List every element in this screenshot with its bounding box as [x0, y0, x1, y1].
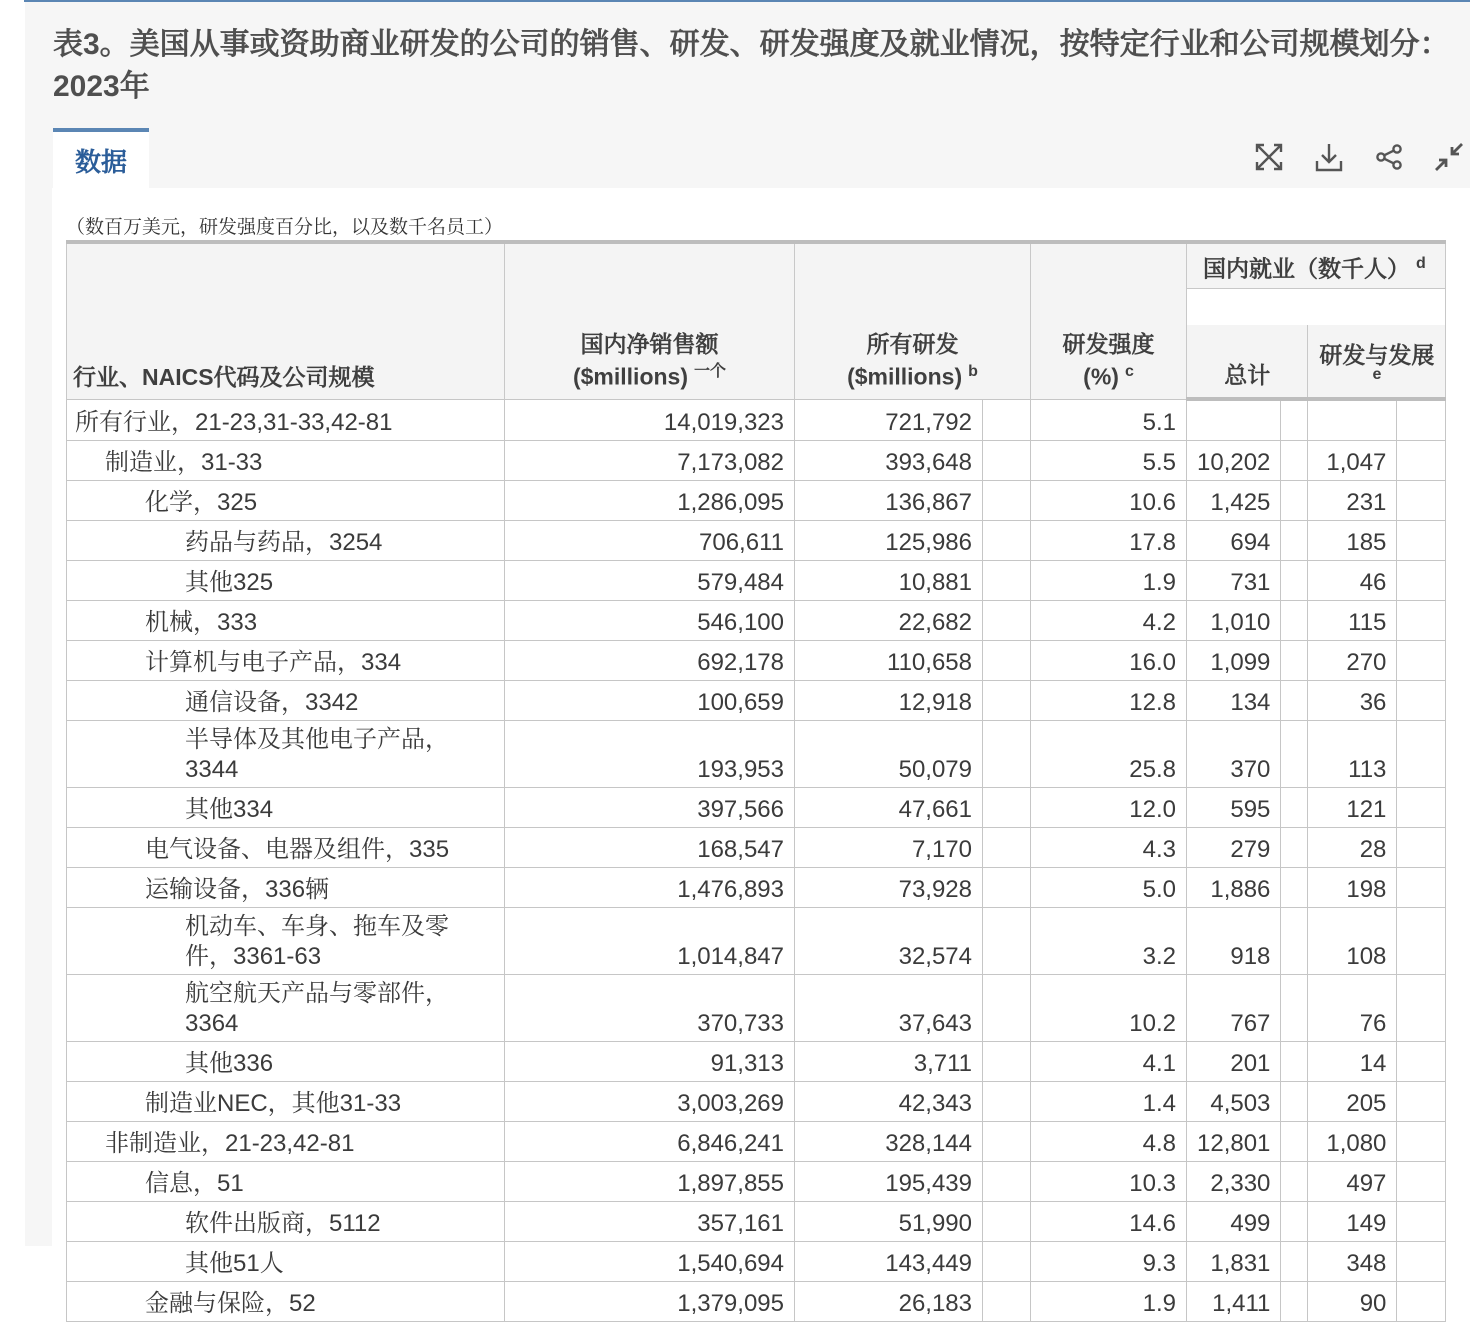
data-view	[52, 188, 1470, 1317]
cell-sales: 168,547	[505, 828, 795, 868]
cell-spacer	[983, 1082, 1031, 1122]
cell-emp-rd: 108	[1308, 908, 1397, 975]
row-label: 制造业，31-33	[67, 441, 505, 481]
cell-intensity: 5.1	[1031, 399, 1187, 441]
cell-rd: 136,867	[795, 481, 983, 521]
cell-emp-rd: 46	[1308, 561, 1397, 601]
row-label: 信息，51	[67, 1162, 505, 1202]
cell-spacer	[983, 1282, 1031, 1322]
cell-emp-total: 731	[1187, 561, 1281, 601]
row-label: 制造业NEC，其他31-33	[67, 1082, 505, 1122]
cell-spacer	[1281, 561, 1308, 601]
cell-spacer	[1397, 975, 1446, 1042]
cell-sales: 7,173,082	[505, 441, 795, 481]
cell-spacer	[1397, 601, 1446, 641]
cell-spacer	[983, 441, 1031, 481]
toolbar	[1252, 140, 1466, 174]
row-label: 计算机与电子产品，334	[67, 641, 505, 681]
cell-rd: 721,792	[795, 399, 983, 441]
table-row	[67, 788, 1446, 828]
cell-intensity: 4.2	[1031, 601, 1187, 641]
footnote-e[interactable]: e	[1372, 366, 1382, 383]
cell-sales: 100,659	[505, 681, 795, 721]
footnote-c[interactable]: c	[1124, 362, 1134, 380]
cell-intensity: 5.5	[1031, 441, 1187, 481]
cell-spacer	[1281, 1282, 1308, 1322]
row-label: 软件出版商，5112	[67, 1202, 505, 1242]
cell-spacer	[1397, 1042, 1446, 1082]
cell-spacer	[1397, 1282, 1446, 1322]
row-label: 半导体及其他电子产品，3344	[67, 721, 505, 788]
cell-intensity: 9.3	[1031, 1242, 1187, 1282]
cell-rd: 50,079	[795, 721, 983, 788]
cell-sales: 579,484	[505, 561, 795, 601]
cell-emp-total: 595	[1187, 788, 1281, 828]
cell-spacer	[1397, 399, 1446, 441]
row-label: 金融与保险，52	[67, 1282, 505, 1322]
cell-emp-rd: 1,047	[1308, 441, 1397, 481]
table-row	[67, 399, 1446, 441]
cell-spacer	[983, 908, 1031, 975]
cell-sales: 3,003,269	[505, 1082, 795, 1122]
share-button[interactable]	[1372, 140, 1406, 174]
cell-emp-total: 1,099	[1187, 641, 1281, 681]
table-row	[67, 828, 1446, 868]
cell-rd: 7,170	[795, 828, 983, 868]
cell-rd: 37,643	[795, 975, 983, 1042]
cell-emp-total: 1,425	[1187, 481, 1281, 521]
header-industry[interactable]: 行业、NAICS代码及公司规模	[67, 242, 505, 399]
cell-emp-rd: 115	[1308, 601, 1397, 641]
cell-sales: 692,178	[505, 641, 795, 681]
cell-intensity: 12.8	[1031, 681, 1187, 721]
cell-spacer	[1397, 1082, 1446, 1122]
cell-spacer	[983, 1242, 1031, 1282]
cell-emp-total: 2,330	[1187, 1162, 1281, 1202]
cell-emp-rd: 14	[1308, 1042, 1397, 1082]
cell-intensity: 14.6	[1031, 1202, 1187, 1242]
cell-spacer	[983, 1162, 1031, 1202]
cell-rd: 328,144	[795, 1122, 983, 1162]
cell-intensity: 16.0	[1031, 641, 1187, 681]
cell-emp-rd: 113	[1308, 721, 1397, 788]
cell-sales: 546,100	[505, 601, 795, 641]
table-row	[67, 721, 1446, 788]
cell-spacer	[1397, 441, 1446, 481]
cell-spacer	[1281, 521, 1308, 561]
cell-spacer	[1397, 1122, 1446, 1162]
cell-spacer	[983, 975, 1031, 1042]
cell-rd: 3,711	[795, 1042, 983, 1082]
cell-spacer	[1281, 1082, 1308, 1122]
cell-sales: 1,540,694	[505, 1242, 795, 1282]
row-label: 药品与药品，3254	[67, 521, 505, 561]
cell-emp-total: 499	[1187, 1202, 1281, 1242]
row-label: 化学，325	[67, 481, 505, 521]
cell-spacer	[1281, 1042, 1308, 1082]
row-label: 其他51人	[67, 1242, 505, 1282]
table-row	[67, 1042, 1446, 1082]
share-icon	[1373, 141, 1405, 173]
header-sales[interactable]: 国内净销售额 ($millions) $^{一个}$	[505, 242, 795, 399]
cell-spacer	[1397, 561, 1446, 601]
cell-intensity: 12.0	[1031, 788, 1187, 828]
cell-spacer	[1281, 828, 1308, 868]
cell-spacer	[983, 561, 1031, 601]
cell-rd: 73,928	[795, 868, 983, 908]
cell-intensity: 4.3	[1031, 828, 1187, 868]
cell-rd: 22,682	[795, 601, 983, 641]
cell-intensity: 1.9	[1031, 1282, 1187, 1322]
row-label: 所有行业，21-23,31-33,42-81	[67, 399, 505, 441]
footnote-d[interactable]: d	[1416, 254, 1426, 272]
fullscreen-icon	[1253, 141, 1285, 173]
cell-spacer	[1397, 481, 1446, 521]
cell-emp-total	[1187, 399, 1281, 441]
cell-spacer	[983, 721, 1031, 788]
cell-sales: 1,286,095	[505, 481, 795, 521]
cell-sales: 370,733	[505, 975, 795, 1042]
cell-spacer	[1281, 721, 1308, 788]
cell-intensity: 4.1	[1031, 1042, 1187, 1082]
cell-spacer	[983, 828, 1031, 868]
cell-emp-total: 201	[1187, 1042, 1281, 1082]
cell-spacer	[983, 601, 1031, 641]
cell-rd: 125,986	[795, 521, 983, 561]
cell-intensity: 4.8	[1031, 1122, 1187, 1162]
cell-emp-rd: 121	[1308, 788, 1397, 828]
table-row	[67, 1242, 1446, 1282]
cell-sales: 91,313	[505, 1042, 795, 1082]
cell-rd: 110,658	[795, 641, 983, 681]
table-row	[67, 1122, 1446, 1162]
cell-emp-rd: 149	[1308, 1202, 1397, 1242]
cell-spacer	[983, 868, 1031, 908]
cell-emp-total: 767	[1187, 975, 1281, 1042]
cell-sales: 193,953	[505, 721, 795, 788]
table-row	[67, 441, 1446, 481]
table-row	[67, 681, 1446, 721]
cell-sales: 1,897,855	[505, 1162, 795, 1202]
cell-sales: 357,161	[505, 1202, 795, 1242]
cell-spacer	[1397, 1242, 1446, 1282]
table-row	[67, 975, 1446, 1042]
fullscreen-button[interactable]	[1252, 140, 1286, 174]
download-icon	[1313, 141, 1345, 173]
cell-spacer	[983, 788, 1031, 828]
cell-spacer	[983, 681, 1031, 721]
cell-spacer	[1397, 868, 1446, 908]
cell-emp-rd	[1308, 399, 1397, 441]
cell-spacer	[983, 399, 1031, 441]
cell-spacer	[983, 1202, 1031, 1242]
cell-spacer	[1281, 1162, 1308, 1202]
cell-sales: 397,566	[505, 788, 795, 828]
table-panel	[25, 2, 1470, 1317]
cell-spacer	[1281, 868, 1308, 908]
cell-intensity: 1.4	[1031, 1082, 1187, 1122]
header-employment-group: 国内就业（数千人） $^d$	[1187, 242, 1446, 289]
collapse-button[interactable]	[1432, 140, 1466, 174]
cell-emp-rd: 497	[1308, 1162, 1397, 1202]
cell-intensity: 10.2	[1031, 975, 1187, 1042]
table-row	[67, 908, 1446, 975]
cell-spacer	[1397, 788, 1446, 828]
cell-sales: 706,611	[505, 521, 795, 561]
cell-rd: 10,881	[795, 561, 983, 601]
cell-emp-rd: 36	[1308, 681, 1397, 721]
cell-rd: 195,439	[795, 1162, 983, 1202]
row-label: 航空航天产品与零部件，3364	[67, 975, 505, 1042]
cell-sales: 1,014,847	[505, 908, 795, 975]
cell-spacer	[1281, 399, 1308, 441]
cell-spacer	[983, 1042, 1031, 1082]
cell-intensity: 17.8	[1031, 521, 1187, 561]
cell-spacer	[1397, 641, 1446, 681]
cell-spacer	[1397, 908, 1446, 975]
cell-emp-total: 279	[1187, 828, 1281, 868]
header-spacer	[1187, 289, 1446, 326]
page-title: 表3。美国从事或资助商业研发的公司的销售、研发、研发强度及就业情况，按特定行业和公司规模划分：2023年	[53, 28, 1450, 103]
cell-spacer	[1281, 481, 1308, 521]
cell-emp-rd: 90	[1308, 1282, 1397, 1322]
cell-emp-total: 918	[1187, 908, 1281, 975]
row-label: 机械，333	[67, 601, 505, 641]
cell-intensity: 5.0	[1031, 868, 1187, 908]
cell-spacer	[1397, 828, 1446, 868]
cell-rd: 51,990	[795, 1202, 983, 1242]
data-table	[66, 240, 1446, 1322]
cell-rd: 47,661	[795, 788, 983, 828]
tab-data[interactable]: 数据	[53, 128, 149, 188]
cell-spacer	[1281, 788, 1308, 828]
cell-spacer	[1281, 681, 1308, 721]
cell-spacer	[1281, 441, 1308, 481]
cell-spacer	[983, 1122, 1031, 1162]
cell-spacer	[1281, 601, 1308, 641]
cell-rd: 42,343	[795, 1082, 983, 1122]
cell-spacer	[1281, 975, 1308, 1042]
cell-sales: 1,476,893	[505, 868, 795, 908]
cell-spacer	[1281, 1242, 1308, 1282]
cell-emp-total: 10,202	[1187, 441, 1281, 481]
cell-intensity: 25.8	[1031, 721, 1187, 788]
cell-spacer	[1397, 521, 1446, 561]
collapse-icon	[1433, 141, 1465, 173]
cell-emp-total: 12,801	[1187, 1122, 1281, 1162]
cell-spacer	[983, 641, 1031, 681]
cell-intensity: 3.2	[1031, 908, 1187, 975]
cell-rd: 32,574	[795, 908, 983, 975]
cell-emp-total: 134	[1187, 681, 1281, 721]
cell-emp-rd: 185	[1308, 521, 1397, 561]
table-row	[67, 1082, 1446, 1122]
header-emp-total[interactable]: 总计	[1187, 325, 1308, 399]
cell-intensity: 10.3	[1031, 1162, 1187, 1202]
table-row	[67, 1162, 1446, 1202]
cell-rd: 393,648	[795, 441, 983, 481]
header-rd[interactable]: 所有研发 ($millions) $^b$	[795, 242, 1031, 399]
cell-emp-total: 1,831	[1187, 1242, 1281, 1282]
cell-emp-rd: 28	[1308, 828, 1397, 868]
cell-rd: 26,183	[795, 1282, 983, 1322]
cell-emp-total: 1,411	[1187, 1282, 1281, 1322]
cell-emp-rd: 348	[1308, 1242, 1397, 1282]
table-row	[67, 1282, 1446, 1322]
cell-spacer	[1397, 721, 1446, 788]
cell-emp-rd: 76	[1308, 975, 1397, 1042]
units-note: （数百万美元，研发强度百分比，以及数千名员工）	[66, 217, 504, 238]
header-emp-rd[interactable]: 研发与发展 e	[1308, 325, 1446, 399]
cell-spacer	[1281, 641, 1308, 681]
cell-spacer	[983, 481, 1031, 521]
row-label: 运输设备，336辆	[67, 868, 505, 908]
cell-emp-rd: 1,080	[1308, 1122, 1397, 1162]
cell-emp-total: 370	[1187, 721, 1281, 788]
cell-spacer	[1281, 1122, 1308, 1162]
cell-sales: 14,019,323	[505, 399, 795, 441]
cell-rd: 12,918	[795, 681, 983, 721]
row-label: 机动车、车身、拖车及零件，3361-63	[67, 908, 505, 975]
cell-emp-total: 4,503	[1187, 1082, 1281, 1122]
table-row	[67, 481, 1446, 521]
cell-emp-rd: 231	[1308, 481, 1397, 521]
cell-sales: 6,846,241	[505, 1122, 795, 1162]
cell-spacer	[1397, 681, 1446, 721]
download-button[interactable]	[1312, 140, 1346, 174]
row-label: 非制造业，21-23,42-81	[67, 1122, 505, 1162]
footnote-a[interactable]: 一个	[694, 362, 727, 380]
table-row	[67, 1202, 1446, 1242]
cell-emp-rd: 270	[1308, 641, 1397, 681]
table-row	[67, 521, 1446, 561]
table-row	[67, 641, 1446, 681]
cell-intensity: 10.6	[1031, 481, 1187, 521]
footnote-b[interactable]: b	[968, 362, 978, 380]
row-label: 电气设备、电器及组件，335	[67, 828, 505, 868]
cell-emp-rd: 205	[1308, 1082, 1397, 1122]
header-intensity[interactable]: 研发强度 (%) $^c$	[1031, 242, 1187, 399]
table-row	[67, 601, 1446, 641]
cell-emp-total: 1,010	[1187, 601, 1281, 641]
cell-spacer	[983, 521, 1031, 561]
cell-emp-rd: 198	[1308, 868, 1397, 908]
cell-spacer	[1397, 1202, 1446, 1242]
cell-spacer	[1397, 1162, 1446, 1202]
cell-emp-total: 1,886	[1187, 868, 1281, 908]
row-label: 通信设备，3342	[67, 681, 505, 721]
cell-spacer	[1281, 908, 1308, 975]
table-body	[67, 399, 1446, 1322]
cell-emp-total: 694	[1187, 521, 1281, 561]
table-row	[67, 561, 1446, 601]
table-row	[67, 868, 1446, 908]
cell-rd: 143,449	[795, 1242, 983, 1282]
row-label: 其他334	[67, 788, 505, 828]
cell-sales: 1,379,095	[505, 1282, 795, 1322]
cell-spacer	[1281, 1202, 1308, 1242]
cell-intensity: 1.9	[1031, 561, 1187, 601]
row-label: 其他325	[67, 561, 505, 601]
row-label: 其他336	[67, 1042, 505, 1082]
